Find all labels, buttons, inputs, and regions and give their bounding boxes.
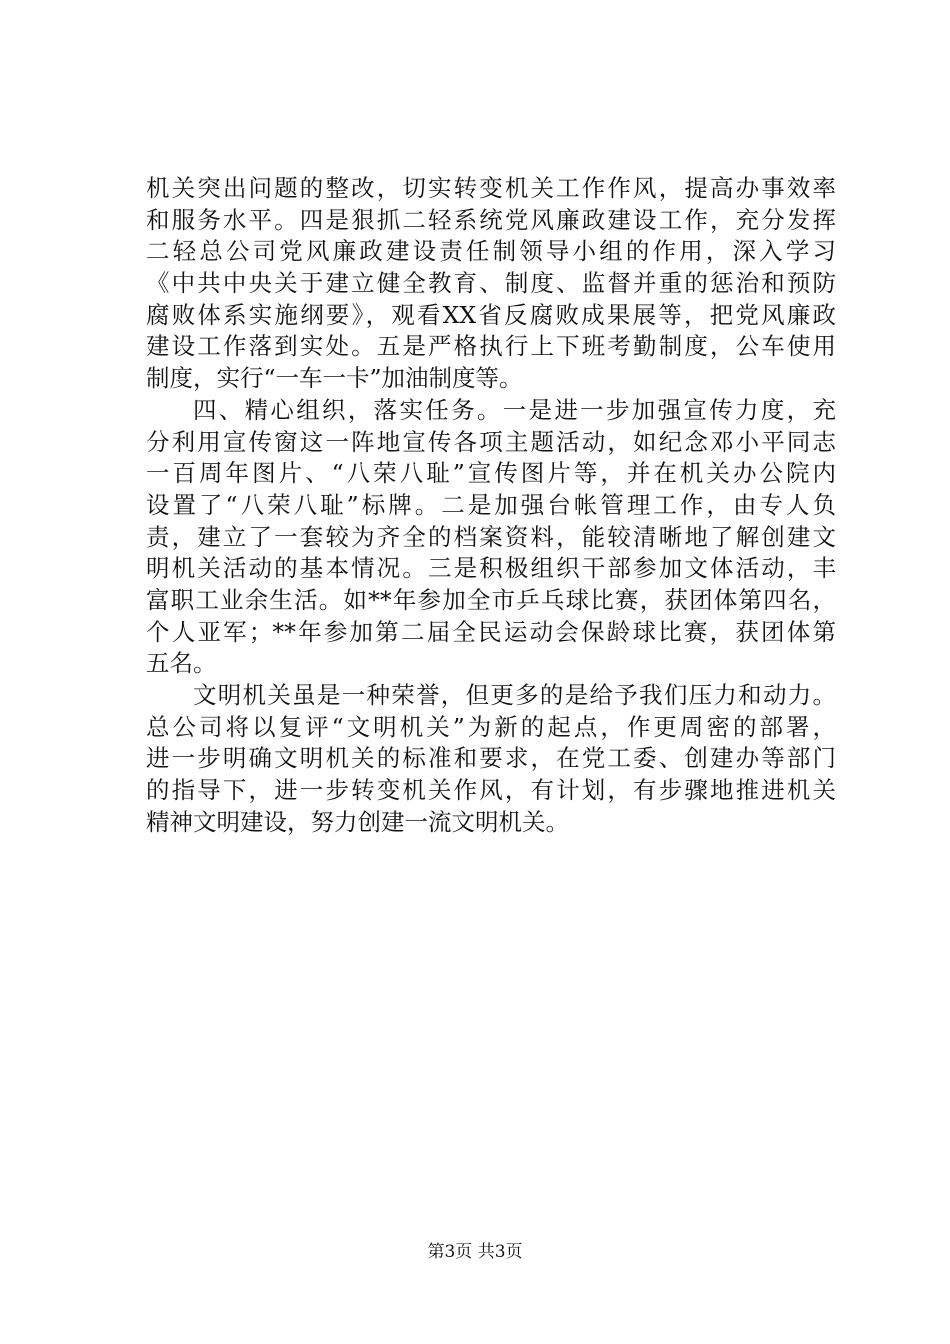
text-line: 设置了“八荣八耻”标牌。二是加强台帐管理工作，由专人负	[146, 490, 836, 519]
document-body	[146, 173, 836, 838]
text-line: 分利用宣传窗这一阵地宣传各项主题活动，如纪念邓小平同志	[146, 427, 836, 456]
text-line: 的指导下，进一步转变机关作风，有计划，有步骤地推进机关	[146, 776, 836, 805]
text-line: 和服务水平。四是狠抓二轻系统党风廉政建设工作，充分发挥	[146, 205, 836, 234]
text-line: 建设工作落到实处。五是严格执行上下班考勤制度，公车使用	[146, 332, 836, 361]
text-line: 富职工业余生活。如**年参加全市乒乓球比赛，获团体第四名，	[146, 585, 836, 614]
text-line: 二轻总公司党风廉政建设责任制领导小组的作用，深入学习	[146, 237, 836, 266]
text-line: 制度，实行“一车一卡”加油制度等。	[146, 364, 523, 393]
text-line: 腐败体系实施纲要》，观看XX省反腐败成果展等，把党风廉政	[146, 300, 836, 329]
paragraph-start-line: 文明机关虽是一种荣誉，但更多的是给予我们压力和动力。	[193, 681, 836, 709]
text-line: 明机关活动的基本情况。三是积极组织干部参加文体活动，丰	[146, 554, 836, 583]
text-line: 总公司将以复评“文明机关”为新的起点，作更周密的部署，	[146, 712, 836, 741]
text-line: 《中共中央关于建立健全教育、制度、监督并重的惩治和预防	[146, 269, 836, 298]
text-line: 五名。	[146, 649, 217, 678]
text-line: 精神文明建设，努力创建一流文明机关。	[146, 807, 569, 836]
page-number-footer: 第3页 共3页	[427, 1242, 523, 1262]
text-line: 责，建立了一套较为齐全的档案资料，能较清晰地了解创建文	[146, 522, 836, 551]
text-line: 进一步明确文明机关的标准和要求，在党工委、创建办等部门	[146, 744, 836, 773]
text-line: 机关突出问题的整改，切实转变机关工作作风，提高办事效率	[146, 174, 836, 202]
text-line: 一百周年图片、“八荣八耻”宣传图片等，并在机关办公院内	[146, 459, 836, 488]
paragraph-start-line: 四、精心组织，落实任务。一是进一步加强宣传力度，充	[193, 395, 836, 424]
text-line: 个人亚军；**年参加第二届全民运动会保龄球比赛，获团体第	[146, 617, 836, 646]
